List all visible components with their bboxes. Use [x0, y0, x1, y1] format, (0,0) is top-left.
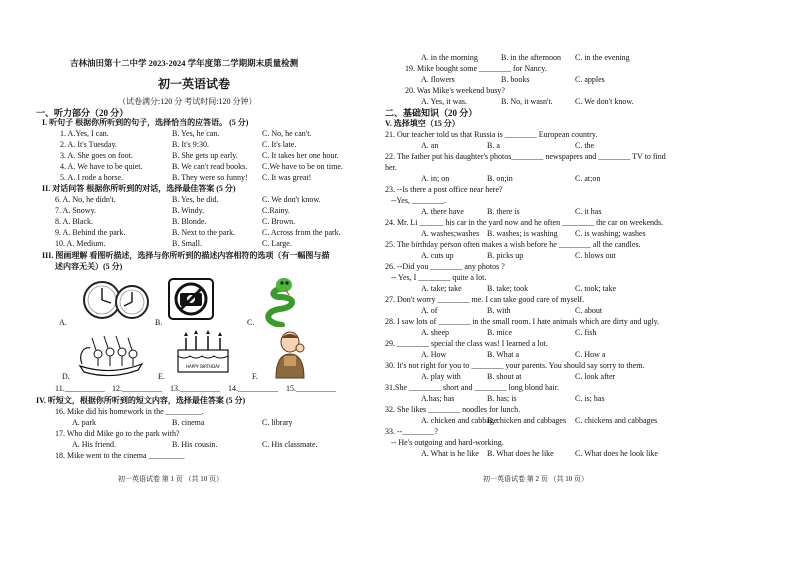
part-i-heading: I. 听句子 根据你所听到的句子，选择恰当的应答语。 (5 分)	[42, 118, 249, 127]
answer-blank[interactable]: 12.__________	[112, 384, 162, 393]
exam-meta: （试卷满分:120 分 考试时间:120 分钟）	[118, 97, 257, 106]
question-option[interactable]: 2. A. It's Tuesday.	[60, 140, 117, 149]
option[interactable]: C. blows out	[575, 251, 616, 260]
option[interactable]: B. in the afternoon	[501, 53, 561, 62]
option[interactable]: C. fish	[575, 328, 597, 337]
clock-icon	[84, 282, 120, 318]
birthday-cake-icon	[172, 328, 234, 376]
option[interactable]: A. play with	[421, 372, 461, 381]
option[interactable]: B. It's 9:30.	[172, 140, 209, 149]
option[interactable]: B. No, it wasn't.	[501, 97, 553, 106]
option[interactable]: B. chicken and cabbages	[487, 416, 567, 425]
question-19: 19. Mike bought some ________ for Nancy.	[405, 64, 547, 73]
section-basics: 二、基础知识（20 分）	[385, 108, 478, 118]
question-option[interactable]: 3. A. She goes on foot.	[60, 151, 133, 160]
option[interactable]: A. of	[421, 306, 438, 315]
question-24: 24. Mr. Li ______ his car in the yard now and he often ________ the car on weekends.	[385, 218, 664, 227]
option[interactable]: B. Yes, he did.	[172, 195, 219, 204]
option[interactable]: B. take; took	[487, 284, 529, 293]
question-20: 20. Was Mike's weekend busy?	[405, 86, 505, 95]
option[interactable]: A. take; take	[421, 284, 462, 293]
option[interactable]: B. a	[487, 141, 500, 150]
option[interactable]: A. washes;washes	[421, 229, 480, 238]
option[interactable]: C. look after	[575, 372, 616, 381]
option[interactable]: A. His friend.	[72, 440, 116, 449]
question-27: 27. Don't worry ________ me. I can take good care of myself.	[385, 295, 585, 304]
clock-icon	[116, 286, 148, 318]
option[interactable]: A. flowers	[421, 75, 455, 84]
option[interactable]: B. has; is	[487, 394, 517, 403]
option[interactable]: C. is; has	[575, 394, 605, 403]
question-32: 32. She likes ________ noodles for lunch.	[385, 405, 521, 414]
question-line: -- Yes, I ________ quite a lot.	[391, 273, 487, 282]
sick-man-picture	[270, 330, 310, 380]
option[interactable]: C. What does he look like	[575, 449, 658, 458]
question-18: 18. Mike went to the cinema _________	[55, 451, 185, 460]
option[interactable]: C. It takes her one hour.	[262, 151, 339, 160]
dragon-boat-picture	[78, 330, 144, 378]
question-23: 23. --Is there a post office near here?	[385, 185, 503, 194]
option[interactable]: C. No, he can't.	[262, 129, 312, 138]
option[interactable]: C. Brown.	[262, 217, 296, 226]
option[interactable]: C. How a	[575, 350, 606, 359]
option[interactable]: A. sheep	[421, 328, 449, 337]
question-25: 25. The birthday person often makes a wish before he ________ all the candles.	[385, 240, 641, 249]
pic-label-f: F.	[252, 372, 258, 381]
option[interactable]: A. in; on	[421, 174, 450, 183]
option[interactable]: C.We have to be on time.	[262, 162, 343, 171]
question-22: 22. The father put his daughter's photos________ newspapers and ________ TV to find	[385, 152, 666, 161]
question-30: 30. It's not right for you to ________ your parents. You should say sorry to them.	[385, 361, 645, 370]
pic-label-a: A.	[59, 318, 67, 327]
option[interactable]: C. apples	[575, 75, 605, 84]
pic-label-e: E.	[158, 372, 165, 381]
option[interactable]: C. His classmate.	[262, 440, 318, 449]
question-option[interactable]: 1. A.Yes, I can.	[60, 129, 109, 138]
question-option[interactable]: 8. A. Black.	[55, 217, 93, 226]
question-option[interactable]: 10. A. Medium.	[55, 239, 106, 248]
option[interactable]: A.has; has	[421, 394, 455, 403]
part-iii-heading-1: III. 图画理解 看图听描述，选择与你所听到的描述内容相符的选项（有一幅图与描	[42, 251, 330, 260]
option[interactable]: C. about	[575, 306, 603, 315]
option[interactable]: B. with	[487, 306, 511, 315]
option[interactable]: A. park	[72, 418, 96, 427]
option[interactable]: B. Yes, he can.	[172, 129, 220, 138]
question-option[interactable]: 9. A. Behind the park.	[55, 228, 126, 237]
school-title: 吉林油田第十二中学 2023-2024 学年度第二学期期末质量检测	[70, 58, 299, 68]
pic-label-c: C.	[247, 318, 255, 327]
question-option[interactable]: 7. A. Snowy.	[55, 206, 97, 215]
option[interactable]: A. Yes, it was.	[421, 97, 468, 106]
question-21: 21. Our teacher told us that Russia is ________ European country.	[385, 130, 598, 139]
question-option[interactable]: 6. A. No, he didn't.	[55, 195, 116, 204]
option[interactable]: C. It was great!	[262, 173, 312, 182]
option[interactable]: C. is washing; washes	[575, 229, 646, 238]
option[interactable]: C. chickens and cabbages	[575, 416, 658, 425]
option[interactable]: C. the	[575, 141, 595, 150]
option[interactable]: A. cuts up	[421, 251, 454, 260]
no-camera-icon	[168, 278, 214, 320]
option[interactable]: B. They were so funny!	[172, 173, 248, 182]
option[interactable]: C. We don't know.	[575, 97, 634, 106]
question-line: her.	[385, 163, 397, 172]
cake-text: HAPPY BIRTHDAY	[186, 364, 220, 369]
part-v-heading: V. 选择填空（15 分）	[385, 119, 460, 128]
question-line: --Yes, ________.	[391, 196, 446, 205]
part-iv-heading: IV. 听短文，根据你所听到的短文内容，选择最佳答案 (5 分)	[36, 396, 246, 405]
option[interactable]: B. Windy.	[172, 206, 205, 215]
question-31: 31.She ________ short and ________ long blond hair.	[385, 383, 559, 392]
option[interactable]: B. We can't read books.	[172, 162, 248, 171]
option[interactable]: C. Across from the park.	[262, 228, 341, 237]
question-26: 26. --Did you ________ any photos ?	[385, 262, 505, 271]
page-footer: 初一英语试卷 第 1 页 （共 10 页）	[118, 475, 223, 483]
option[interactable]: B. mice	[487, 328, 512, 337]
page-footer: 初一英语试卷 第 2 页 （共 10 页）	[483, 475, 588, 483]
question-28: 28. I saw lots of ________ in the small room. I hate animals which are dirty and ugly.	[385, 317, 660, 326]
option[interactable]: C. We don't know.	[262, 195, 321, 204]
option[interactable]: B. Next to the park.	[172, 228, 236, 237]
right-page	[385, 0, 794, 561]
option[interactable]: B. shout at	[487, 372, 522, 381]
answer-blank[interactable]: 15.__________	[286, 384, 336, 393]
option[interactable]: C. library	[262, 418, 293, 427]
exam-title: 初一英语试卷	[158, 77, 231, 91]
option[interactable]: C.Rainy.	[262, 206, 290, 215]
option[interactable]: B. on;in	[487, 174, 513, 183]
question-option[interactable]: 4. A. We have to be quiet.	[60, 162, 143, 171]
option[interactable]: A. in the morning	[421, 53, 478, 62]
option[interactable]: B. Small.	[172, 239, 203, 248]
clocks-picture	[80, 276, 150, 326]
part-iii-heading-2: 述内容无关）(5 分)	[55, 262, 123, 271]
option[interactable]: B. books	[501, 75, 530, 84]
answer-blank[interactable]: 14.__________	[228, 384, 278, 393]
option[interactable]: A. there have	[421, 207, 464, 216]
option[interactable]: A. chicken and cabbage	[421, 416, 498, 425]
option[interactable]: A. an	[421, 141, 439, 150]
option[interactable]: B. She gets up early.	[172, 151, 238, 160]
question-option[interactable]: 5. A. I rode a horse.	[60, 173, 124, 182]
option[interactable]: C. it has	[575, 207, 602, 216]
answer-blank[interactable]: 11.__________	[55, 384, 105, 393]
option[interactable]: B. picks up	[487, 251, 524, 260]
option[interactable]: B. Blonde.	[172, 217, 207, 226]
option[interactable]: A. How	[421, 350, 447, 359]
option[interactable]: B. cinema	[172, 418, 205, 427]
option[interactable]: C. It's late.	[262, 140, 297, 149]
option[interactable]: A. What is he like	[421, 449, 479, 458]
option[interactable]: C. took; take	[575, 284, 617, 293]
option[interactable]: B. What a	[487, 350, 520, 359]
question-33: 33. --________?	[385, 427, 438, 436]
option[interactable]: B. there is	[487, 207, 520, 216]
option[interactable]: C. in the evening	[575, 53, 630, 62]
question-29: 29. ________ special the class was! I learned a lot.	[385, 339, 548, 348]
snake-picture	[262, 275, 302, 327]
answer-blank[interactable]: 13.__________	[170, 384, 220, 393]
section-listening: 一、听力部分（20 分）	[36, 108, 129, 118]
part-ii-heading: II. 对话问答 根据你所听到的对话，选择最佳答案 (5 分)	[42, 184, 236, 193]
pic-label-d: D.	[62, 372, 70, 381]
question-17: 17. Who did Mike go to the park with?	[55, 429, 180, 438]
option[interactable]: C. Large.	[262, 239, 292, 248]
question-line: -- He's outgoing and hard-working.	[391, 438, 504, 447]
option[interactable]: B. washes; is washing	[487, 229, 558, 238]
option[interactable]: C. at;on	[575, 174, 601, 183]
question-16: 16. Mike did his homework in the _________.	[55, 407, 204, 416]
option[interactable]: B. What does he like	[487, 449, 554, 458]
option[interactable]: B. His cousin.	[172, 440, 218, 449]
pic-label-b: B.	[155, 318, 163, 327]
